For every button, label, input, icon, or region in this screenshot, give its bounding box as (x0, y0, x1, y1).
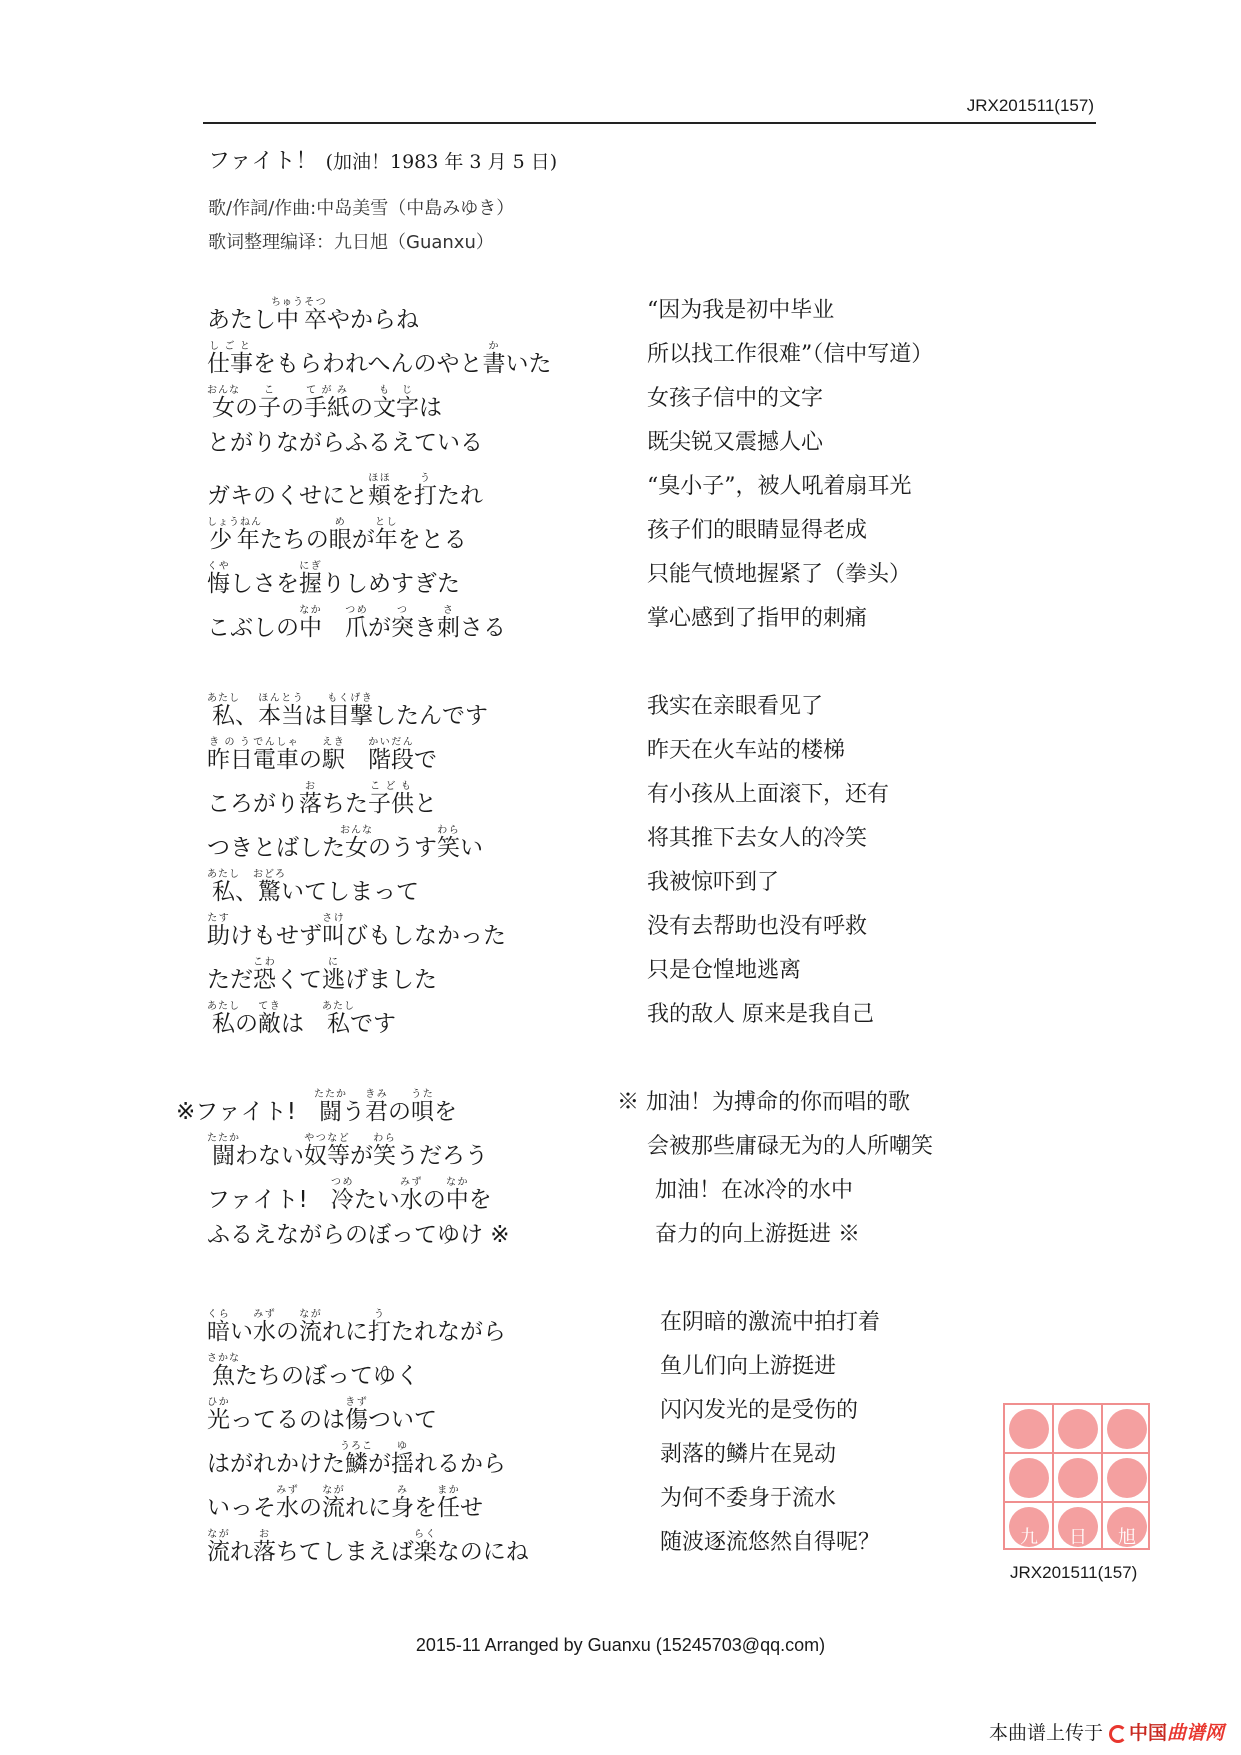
lyric-line-cn: ※ 加油！为搏命的你而唱的歌 (617, 1090, 910, 1115)
site-name-part2: 曲谱网 (1166, 1722, 1224, 1744)
lyric-line-jp: 仕事しごとをもらわれへんのやと書かいた (207, 341, 552, 377)
lyric-line-cn: 鱼儿们向上游挺进 (660, 1354, 837, 1379)
lyric-line-cn: 奋力的向上游挺进 ※ (655, 1222, 860, 1247)
seal-stamp (1003, 1403, 1150, 1550)
lyric-line-cn: 只能气愤地握紧了（拳头） (647, 562, 912, 587)
seal-code: JRX201511(157) (1010, 1563, 1138, 1582)
lyric-line-cn: 有小孩从上面滚下，还有 (647, 782, 890, 807)
lyric-line-jp: 暗くらい水みずの流ながれに打うたれながら (207, 1309, 506, 1345)
lyric-line-cn: 将其推下去女人的冷笑 (647, 826, 868, 851)
seal-char: 日 (1069, 1527, 1087, 1548)
lyric-line-cn: 我实在亲眼看见了 (647, 694, 824, 719)
lyric-line-cn: 闪闪发光的是受伤的 (660, 1398, 859, 1423)
lyric-line-jp: こぶしの中なか 爪つめが突つき刺ささる (207, 605, 506, 641)
lyric-line-jp: 私あたしの敵てきは 私あたしです (207, 1001, 396, 1037)
footer-credit: 2015-11 Arranged by Guanxu (15245703@qq.com) (415, 1635, 826, 1655)
lyric-line-jp: ガキのくせにと頬ほほを打うたれ (207, 473, 483, 509)
lyric-line-cn: 会被那些庸碌无为的人所嘲笑 (647, 1134, 934, 1159)
seal-char: 旭 (1118, 1527, 1136, 1548)
lyric-line-cn: 加油！在冰冷的水中 (655, 1178, 854, 1203)
lyric-line-cn: 在阴暗的激流中拍打着 (660, 1310, 881, 1335)
lyric-line-cn: 掌心感到了指甲的刺痛 (647, 606, 868, 631)
lyric-line-jp: つきとばした女おんなのうす笑わらい (207, 825, 483, 861)
lyric-line-jp: ファイト! 冷つめたい水みずの中なかを (207, 1177, 492, 1213)
lyric-line-jp: 流ながれ落おちてしまえば楽らくなのにね (207, 1529, 529, 1565)
upload-prefix: 本曲谱上传于 (988, 1722, 1103, 1744)
document-code: JRX201511(157) (966, 96, 1094, 115)
song-title (208, 144, 557, 175)
lyric-line-jp: 私あたし、驚おどろいてしまって (207, 869, 419, 905)
lyric-line-jp: はがれかけた鱗うろこが揺ゆれるから (207, 1441, 506, 1477)
lyric-line-jp: ただ恐こわくて逃にげました (207, 957, 437, 993)
lyric-line-jp: 私あたし、本当ほんとうは目撃もくげきしたんです (207, 693, 488, 729)
lyric-line-jp: 少年しょうねんたちの眼めが年としをとる (207, 517, 467, 553)
lyric-line-jp: ※ファイト! 闘たたかう君きみの唄うたを (176, 1089, 458, 1125)
lyric-line-jp: ころがり落おちた子供こどもと (207, 781, 437, 817)
lyric-line-cn: “臭小子”，被人吼着扇耳光 (647, 474, 912, 499)
lyric-line-jp: 女おんなの子この手紙てがみの文字もじは (207, 385, 442, 421)
lyric-line-cn: 没有去帮助也没有呼救 (647, 914, 868, 939)
credit-translator: 歌词整理编译：九日旭（Guanxu） (208, 232, 494, 253)
seal-char: 九 (1020, 1527, 1038, 1548)
lyric-line-jp: 闘たたかわない奴等やつなどが笑わらうだろう (207, 1133, 488, 1169)
lyric-line-jp: 光ひかってるのは傷きずついて (207, 1397, 437, 1433)
lyric-line-jp: あたし中ちゅう卒そつやからね (207, 297, 419, 333)
upload-note (989, 1718, 1224, 1745)
lyric-line-cn: 女孩子信中的文字 (647, 386, 824, 411)
lyric-line-cn: 剥落的鳞片在晃动 (660, 1442, 837, 1467)
lyric-line-cn: 既尖锐又震撼人心 (647, 430, 824, 455)
header-rule (203, 122, 1096, 124)
title-sub: (加油！1983 年 3 月 5 日) (325, 151, 558, 173)
lyric-line-cn: 为何不委身于流水 (660, 1486, 837, 1511)
lyric-line-jp: 魚さかなたちのぼってゆく (207, 1353, 419, 1389)
lyric-line-cn: 我的敌人 原来是我自己 (647, 1002, 874, 1027)
site-name-part1: 中国 (1128, 1722, 1167, 1744)
lyric-line-jp: 悔くやしさを握にぎりしめすぎた (207, 561, 460, 597)
title-main: ファイト！ (208, 149, 318, 174)
lyric-line-jp: 助たすけもせず叫さけびもしなかった (207, 913, 506, 949)
lyric-line-cn: 我被惊吓到了 (647, 870, 780, 895)
lyric-line-cn: “因为我是初中毕业 (647, 298, 835, 323)
lyric-line-jp: いっそ水みずの流ながれに身みを任まかせ (207, 1485, 483, 1521)
lyric-line-jp: ふるえながらのぼってゆけ ※ (207, 1222, 510, 1248)
lyric-line-jp: とがりながらふるえている (207, 430, 483, 456)
lyric-line-cn: 昨天在火车站的楼梯 (647, 738, 846, 763)
credit-composer: 歌/作詞/作曲:中岛美雪（中島みゆき） (208, 198, 515, 219)
lyric-line-cn: 只是仓惶地逃离 (647, 958, 802, 983)
site-logo-icon (1109, 1725, 1127, 1743)
lyric-line-jp: 昨日きのう電車でんしゃの駅えき 階段かいだんで (207, 737, 437, 773)
lyric-line-cn: 随波逐流悠然自得呢？ (660, 1530, 881, 1555)
lyric-line-cn: 所以找工作很难”（信中写道） (647, 342, 934, 367)
lyric-line-cn: 孩子们的眼睛显得老成 (647, 518, 868, 543)
